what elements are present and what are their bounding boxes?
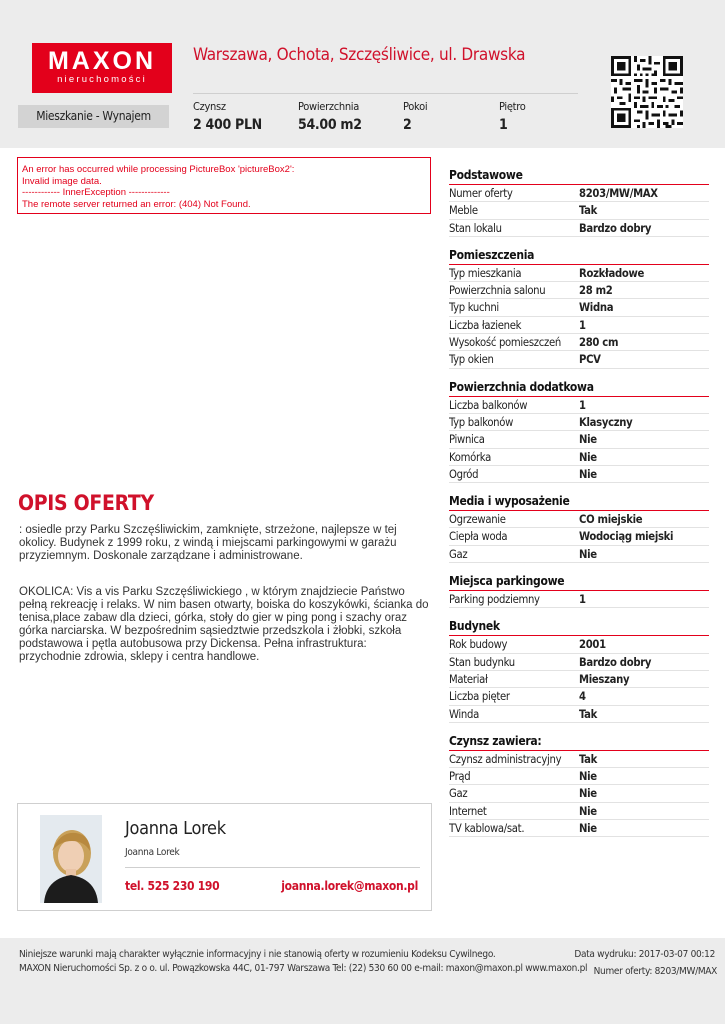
agent-name-small: Joanna Lorek (125, 847, 180, 858)
detail-row (449, 202, 709, 219)
detail-value: Tak (579, 752, 598, 766)
detail-label: Numer oferty (449, 187, 513, 200)
print-date: Data wydruku: 2017-03-07 00:12 (574, 949, 715, 960)
property-address: Warszawa, Ochota, Szczęśliwice, ul. Drawska (193, 45, 526, 65)
detail-value: Mieszany (579, 672, 630, 686)
detail-value: PCV (579, 353, 601, 367)
page-footer (0, 938, 725, 1024)
detail-value: Nie (579, 787, 597, 801)
detail-label: Rok budowy (449, 638, 508, 652)
stat-rent (193, 100, 262, 133)
detail-row (449, 688, 709, 705)
detail-value: Nie (579, 450, 597, 464)
stat-value: 1 (499, 117, 508, 133)
detail-label: Gaz (449, 787, 468, 801)
detail-label: Liczba balkonów (449, 398, 528, 412)
detail-row (449, 768, 709, 785)
details-section (449, 246, 709, 369)
detail-row (449, 317, 709, 334)
detail-row (449, 591, 709, 608)
stat-floor (499, 100, 526, 133)
detail-label: Prąd (449, 770, 471, 784)
detail-label: Winda (449, 707, 479, 721)
description-heading: OPIS OFERTY (18, 491, 154, 515)
details-section (449, 732, 709, 837)
detail-label: Liczba łazienek (449, 318, 522, 332)
detail-row (449, 351, 709, 368)
detail-row (449, 185, 709, 202)
detail-label: Powierzchnia salonu (449, 284, 546, 298)
stat-area (298, 100, 362, 133)
section-heading: Pomieszczenia (449, 246, 709, 265)
detail-label: Internet (449, 804, 487, 818)
section-heading: Media i wyposażenie (449, 492, 709, 511)
agent-name: Joanna Lorek (125, 818, 226, 839)
detail-row (449, 528, 709, 545)
detail-value: Tak (579, 204, 598, 218)
detail-label: Typ okien (449, 353, 494, 367)
detail-value: Bardzo dobry (579, 221, 652, 235)
detail-label: Materiał (449, 672, 488, 686)
stat-value: 2 (403, 117, 412, 133)
detail-row (449, 449, 709, 466)
detail-value: 8203/MW/MAX (579, 187, 658, 200)
section-heading: Miejsca parkingowe (449, 572, 709, 591)
detail-value: Nie (579, 822, 597, 836)
agent-email-link[interactable]: joanna.lorek@maxon.pl (281, 879, 418, 893)
stat-value: 54.00 m2 (298, 117, 362, 133)
detail-row (449, 706, 709, 723)
detail-value: CO miejskie (579, 513, 643, 527)
detail-label: Typ balkonów (449, 415, 514, 429)
details-section (449, 572, 709, 608)
detail-label: Gaz (449, 547, 468, 561)
logo-subtitle: nieruchomości (57, 74, 147, 85)
offer-number: Numer oferty: 8203/MW/MAX (593, 966, 717, 977)
detail-row (449, 414, 709, 431)
description-paragraph: OKOLICA: Vis a vis Parku Szczęśliwickiego , w którym znajdziecie Państwo pełną rekreację i relaks. W nim basen otwarty, boiska do koszykówki, ścianka do tenisa,place zabaw dla dzieci, górka, stoły do gier w ping pong i szachy oraz górka narciarska. W bezpośrednim sąsiedztwie przedszkola i żłobki, szkoła podstawowa i pętla autobusowa przy Dickensa. Pełna infrastruktura: przychodnie zdrowia, sklepy i centra handlowe. (19, 586, 429, 663)
detail-value: Klasyczny (579, 415, 633, 429)
detail-value: 28 m2 (579, 284, 613, 298)
section-heading: Budynek (449, 617, 709, 636)
details-section (449, 166, 709, 237)
details-section (449, 378, 709, 483)
detail-label: Ciepła woda (449, 530, 508, 544)
error-line: An error has occurred while processing PictureBox 'pictureBox2': (22, 164, 295, 175)
detail-row (449, 546, 709, 563)
agent-card (17, 803, 432, 911)
detail-value: Nie (579, 804, 597, 818)
details-section (449, 617, 709, 722)
agent-photo (40, 815, 102, 903)
error-line: Invalid image data. (22, 175, 102, 187)
maxon-logo (32, 43, 172, 93)
detail-row (449, 220, 709, 237)
detail-label: Typ kuchni (449, 301, 499, 315)
detail-value: 1 (579, 318, 586, 332)
detail-row (449, 466, 709, 483)
address-divider (193, 93, 578, 94)
detail-row (449, 803, 709, 820)
detail-value: 1 (579, 593, 586, 607)
stat-value: 2 400 PLN (193, 117, 262, 133)
detail-label: Typ mieszkania (449, 266, 522, 280)
agent-divider (125, 867, 420, 868)
disclaimer: Niniejsze warunki mają charakter wyłącznie informacyjny i nie stanowią oferty w rozumieniu Kodeksu Cywilnego. (19, 949, 496, 960)
detail-value: 4 (579, 690, 586, 704)
detail-value: Widna (579, 301, 614, 315)
detail-label: Ogrzewanie (449, 513, 506, 527)
detail-value: Nie (579, 433, 597, 447)
detail-value: Tak (579, 707, 598, 721)
detail-value: Wodociąg miejski (579, 530, 674, 544)
agent-phone[interactable]: tel. 525 230 190 (125, 879, 220, 893)
detail-value: Rozkładowe (579, 266, 644, 280)
stat-label: Piętro (499, 100, 526, 113)
error-line: The remote server returned an error: (404) Not Found. (22, 198, 251, 210)
detail-row (449, 511, 709, 528)
qr-code-icon (611, 56, 683, 128)
detail-row (449, 265, 709, 282)
detail-label: Piwnica (449, 433, 485, 447)
detail-row (449, 654, 709, 671)
detail-value: 2001 (579, 638, 606, 652)
detail-row (449, 431, 709, 448)
page-header (0, 0, 725, 148)
image-error-message (17, 157, 431, 214)
logo-brand: MAXON (47, 47, 157, 75)
detail-label: Komórka (449, 450, 491, 464)
section-heading: Podstawowe (449, 166, 709, 185)
detail-row (449, 751, 709, 768)
detail-label: Stan budynku (449, 655, 515, 669)
stat-rooms (403, 100, 427, 133)
section-heading: Powierzchnia dodatkowa (449, 378, 709, 397)
detail-label: Ogród (449, 467, 479, 481)
details-section (449, 492, 709, 563)
description-paragraph: : osiedle przy Parku Szczęśliwickim, zamknięte, strzeżone, najlepsze w tej okolicy. Budynek z 1999 roku, z windą i miejscami parkingowymi w garażu przyziemnym. Doskonale zarządzane i administrowane. (19, 524, 397, 562)
property-type-badge: Mieszkanie - Wynajem (18, 105, 169, 128)
detail-row (449, 397, 709, 414)
detail-row (449, 820, 709, 837)
detail-label: Parking podziemny (449, 593, 540, 607)
detail-value: 280 cm (579, 336, 619, 350)
detail-row (449, 299, 709, 316)
detail-label: Meble (449, 204, 478, 218)
detail-row (449, 785, 709, 802)
detail-label: Czynsz administracyjny (449, 752, 562, 766)
offer-details (449, 166, 709, 846)
stat-label: Powierzchnia (298, 100, 360, 113)
detail-value: 1 (579, 398, 586, 412)
company-info: MAXON Nieruchomości Sp. z o o. ul. Powązkowska 44C, 01-797 Warszawa Tel: (22) 530 60 00 e-mail: maxon@maxon.pl www.maxon.pl (19, 963, 588, 974)
detail-row (449, 636, 709, 653)
error-line: ------------ InnerException ------------- (22, 187, 170, 198)
detail-label: Wysokość pomieszczeń (449, 336, 561, 350)
detail-value: Nie (579, 547, 597, 561)
stat-label: Pokoi (403, 100, 428, 113)
detail-row (449, 671, 709, 688)
detail-value: Nie (579, 770, 597, 784)
section-heading: Czynsz zawiera: (449, 732, 709, 751)
detail-value: Nie (579, 467, 597, 481)
detail-label: Stan lokalu (449, 221, 502, 235)
stat-label: Czynsz (193, 100, 226, 113)
detail-label: Liczba pięter (449, 690, 510, 704)
detail-label: TV kablowa/sat. (449, 822, 525, 836)
detail-value: Bardzo dobry (579, 655, 652, 669)
detail-row (449, 334, 709, 351)
detail-row (449, 282, 709, 299)
